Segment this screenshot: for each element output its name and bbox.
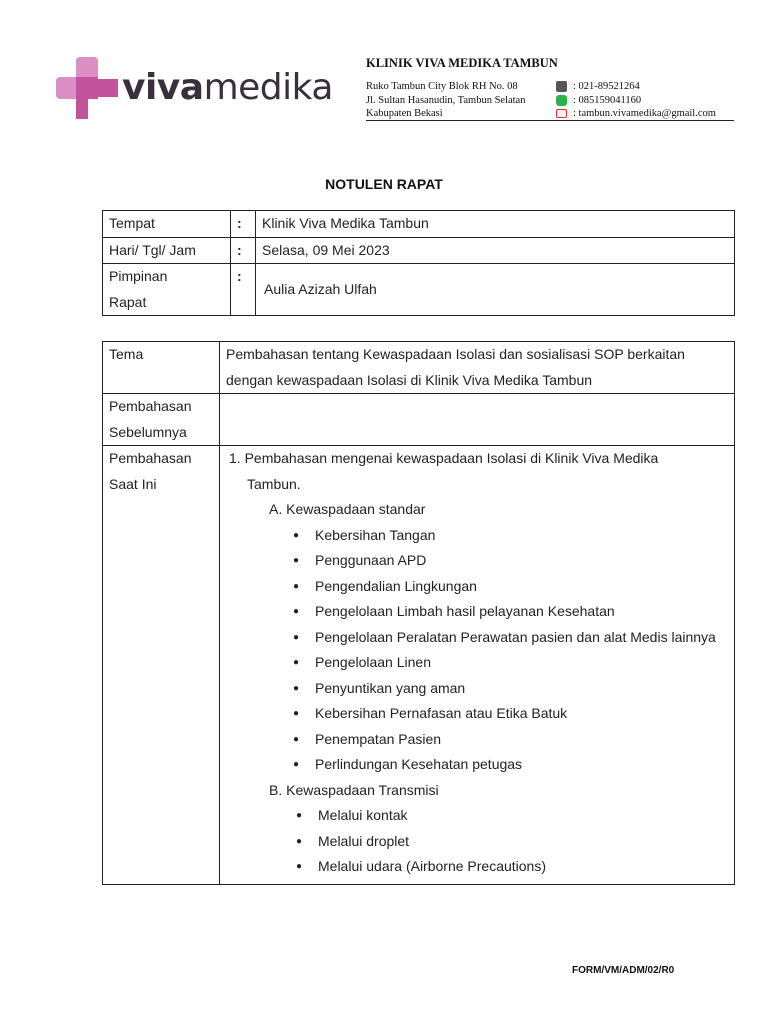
list-item-text: Kebersihan Tangan [315,526,436,543]
list-item-text: Pengendalian Lingkungan [315,577,477,594]
bullet-icon: ● [293,529,300,541]
bullet-icon: ● [293,631,300,643]
list-item [226,625,728,651]
clinic-name: KLINIK VIVA MEDIKA TAMBUN [366,56,558,70]
form-code: FORM/VM/ADM/02/R0 [572,965,675,976]
tempat-value: Klinik Viva Medika Tambun [256,211,735,238]
pimpinan-label-line: Rapat [109,293,147,310]
address-line: Ruko Tambun City Blok RH No. 08 [366,81,518,92]
list-item [226,650,728,676]
list-item [226,727,728,753]
list-item-text: Melalui udara (Airborne Precautions) [318,858,546,874]
logo-wordmark: vivamedika [122,67,333,108]
sebelumnya-label-line: Sebelumnya [109,423,187,440]
list-item [226,599,728,625]
list-item-text: Pengelolaan Peralatan Perawatan pasien dan alat Medis lainnya [315,628,716,645]
bullet-icon: ● [293,555,300,566]
clinic-address [366,80,525,121]
list-item-text: Melalui droplet [318,832,410,849]
whatsapp-icon [556,95,567,106]
list-item-text: Pengelolaan Limbah hasil pelayanan Kesehatan [315,603,615,619]
tema-value: Pembahasan tentang Kewaspadaan Isolasi dan sosialisasi SOP berkaitan dengan kewaspadaan Isolasi di Klinik Viva Medika Tambun [220,342,735,394]
meeting-info-table [102,210,735,316]
list-item-text: Penyuntikan yang aman [315,679,466,696]
saat-ini-label [103,446,220,885]
list-item [226,523,728,549]
list-item-text: Penempatan Pasien [315,730,442,747]
mail-icon [556,109,567,118]
list-item-text: Pengelolaan Linen [315,654,431,670]
hari-value: Selasa, 09 Mei 2023 [256,237,735,264]
header-divider [366,120,734,121]
pimpinan-label [103,264,231,316]
sebelumnya-label-line: Pembahasan [109,398,192,414]
bullet-icon: ● [293,682,300,694]
list-item-text: Melalui kontak [318,807,408,823]
list-item-1-continued: Tambun. [247,475,301,492]
colon: : [231,211,256,238]
cross-logo-icon [56,57,118,119]
sebelumnya-label [103,394,220,446]
bullet-icon: ● [293,657,300,668]
list-item [226,854,728,880]
minutes-table [102,341,735,885]
whatsapp-number: : 085159041160 [573,94,642,106]
list-item-1: 1. Pembahasan mengenai kewaspadaan Isolasi di Klinik Viva Medika [229,450,659,466]
pimpinan-value: Aulia Azizah Ulfah [256,264,735,316]
bullet-icon: ● [293,580,300,592]
bullet-icon: ● [293,606,300,617]
subheading-a: A. Kewaspadaan standar [269,501,426,517]
pimpinan-label-line: Pimpinan [109,268,168,284]
bullet-icon: ● [293,759,300,770]
list-item [226,548,728,574]
address-line: Jl. Sultan Hasanudin, Tambun Selatan [366,94,526,106]
table-row [103,264,735,316]
phone-icon [556,81,567,92]
address-line: Kabupaten Bekasi [366,108,443,119]
colon: : [231,264,256,316]
document-title: NOTULEN RAPAT [325,176,443,192]
subheading-b: B. Kewaspadaan Transmisi [269,781,439,798]
table-row [103,394,735,446]
list-item-text: Penggunaan APD [315,552,427,568]
list-a [226,523,728,778]
colon: : [231,237,256,264]
list-b [226,803,728,880]
bullet-icon: ● [296,835,303,847]
list-item [226,829,728,855]
sebelumnya-value [220,394,735,446]
tema-label: Tema [103,342,220,394]
bullet-icon: ● [296,810,303,821]
email-address: : tambun.vivamedika@gmail.com [573,108,716,119]
table-row [103,342,735,394]
list-item [226,701,728,727]
bullet-icon: ● [293,733,300,745]
list-item [226,676,728,702]
clinic-contacts [556,80,716,121]
list-item [226,752,728,778]
tempat-label: Tempat [103,211,231,238]
list-item-text: Perlindungan Kesehatan petugas [315,756,523,772]
table-row [103,237,735,264]
saat-ini-content [220,446,735,885]
phone-number: : 021-89521264 [573,81,640,92]
list-item [226,574,728,600]
bullet-icon: ● [293,708,300,719]
saat-ini-label-line: Saat Ini [109,475,157,492]
bullet-icon: ● [296,861,303,872]
saat-ini-label-line: Pembahasan [109,450,192,466]
clinic-logo [56,57,333,121]
hari-label: Hari/ Tgl/ Jam [103,237,231,264]
list-item-text: Kebersihan Pernafasan atau Etika Batuk [315,705,568,721]
list-item [226,803,728,829]
table-row [103,211,735,238]
table-row [103,446,735,885]
